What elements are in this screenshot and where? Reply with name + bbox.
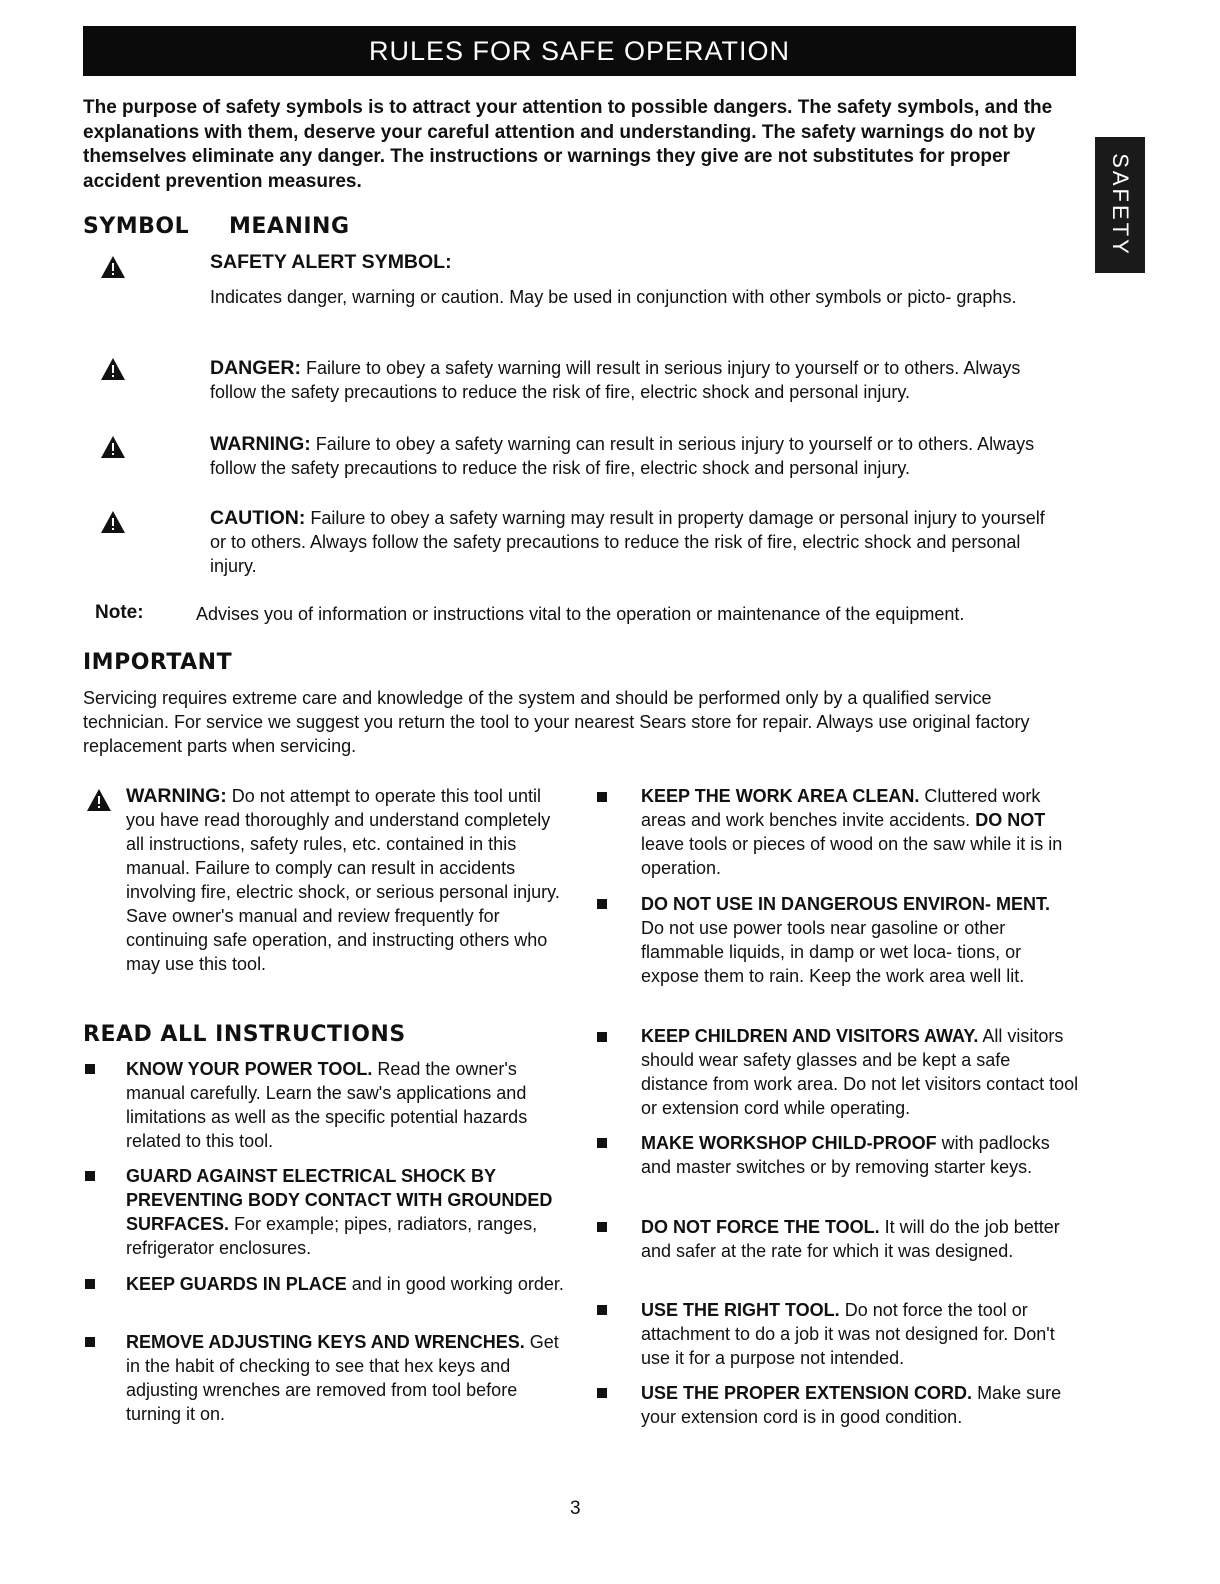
list-item-text: Make sure your extension cord is in good condition. <box>641 1383 1062 1427</box>
symbol-heading: SYMBOL <box>83 214 190 239</box>
page-title-banner <box>83 26 1076 76</box>
important-text: Servicing requires extreme care and knowledge of the system and should be performed only by a qualified service technician. For service we suggest you return the tool to your nearest Sears store for repair. Always use original factory replacement parts when servicing. <box>83 688 1030 756</box>
list-item-bold: DO NOT FORCE THE TOOL. <box>641 1217 880 1237</box>
bullet-icon <box>597 1388 607 1398</box>
list-item-bold: KEEP THE WORK AREA CLEAN. <box>641 786 920 806</box>
list-item-bold: DO NOT USE IN DANGEROUS ENVIRON- MENT. <box>641 894 1051 914</box>
note-label: Note: <box>95 602 144 623</box>
page-number: 3 <box>570 1498 581 1519</box>
bullet-icon <box>597 1138 607 1148</box>
bullet-icon <box>597 1222 607 1232</box>
list-item <box>641 1131 1081 1179</box>
bullet-icon <box>85 1337 95 1347</box>
bullet-icon <box>597 1305 607 1315</box>
danger-label: DANGER: <box>210 357 301 379</box>
bullet-icon <box>85 1171 95 1181</box>
list-item-bold: USE THE RIGHT TOOL. <box>641 1300 840 1320</box>
list-item-text: leave tools or pieces of wood on the saw while it is in operation. <box>641 834 1063 878</box>
list-item-bold: MAKE WORKSHOP CHILD-PROOF <box>641 1133 937 1153</box>
list-item-text: and in good working order. <box>346 1274 564 1294</box>
caution-text: Failure to obey a safety warning may result in property damage or personal injury to yourself or to others. Always follow the safety precautions to reduce the risk of fire, electric shock and personal injury. <box>210 508 1045 576</box>
list-item-text: with padlocks and master switches or by removing starter keys. <box>641 1133 1050 1177</box>
list-item-text: Cluttered work areas and work benches invite accidents. <box>641 786 1041 830</box>
danger-text: Failure to obey a safety warning will result in serious injury to yourself or to others. Always follow the safety precautions to reduce the risk of fire, electric shock and personal injury. <box>210 358 1021 402</box>
list-item-bold: USE THE PROPER EXTENSION CORD. <box>641 1383 973 1403</box>
warning-triangle-icon <box>101 358 125 380</box>
list-item <box>641 1381 1081 1429</box>
safety-alert-title: SAFETY ALERT SYMBOL: <box>210 251 452 273</box>
list-item <box>126 1164 566 1260</box>
list-item <box>641 892 1071 988</box>
list-item-text: Do not use power tools near gasoline or other flammable liquids, in damp or wet loca- tions, or expose them to rain. Keep the work area well lit. <box>641 918 1025 986</box>
list-item-bold: KEEP CHILDREN AND VISITORS AWAY. <box>641 1026 979 1046</box>
warning-block <box>126 784 566 976</box>
list-item <box>641 1298 1081 1370</box>
warning-label: WARNING: <box>210 433 311 455</box>
page-title: RULES FOR SAFE OPERATION <box>368 36 791 66</box>
bullet-icon <box>85 1064 95 1074</box>
intro-paragraph: The purpose of safety symbols is to attract your attention to possible dangers. The safety symbols, and the explanations with them, deserve your careful attention and understanding. The safety warnings do not by themselves eliminate any danger. The instructions or warnings they give are not substitutes for proper accident prevention measures. <box>83 97 1053 192</box>
list-item-text: For example; pipes, radiators, ranges, refrigerator enclosures. <box>126 1214 538 1258</box>
bullet-icon <box>597 1032 607 1042</box>
list-item-text: Do not force the tool or attachment to do a job it was not designed for. Don't use it for a purpose not intended. <box>641 1300 1055 1368</box>
warning-entry <box>210 432 1060 480</box>
list-item-bold: KEEP GUARDS IN PLACE <box>126 1274 347 1294</box>
warning-block-label: WARNING: <box>126 785 227 807</box>
list-item-text: All visitors should wear safety glasses and be kept a safe distance from work area. Do not let visitors contact tool or extension cord while operating. <box>641 1026 1079 1118</box>
list-item <box>641 1215 1061 1263</box>
warning-triangle-icon <box>101 511 125 533</box>
safety-alert-text: Indicates danger, warning or caution. May be used in conjunction with other symbols or picto- graphs. <box>210 287 1017 307</box>
bullet-icon <box>597 792 607 802</box>
list-item-text: Read the owner's manual carefully. Learn the saw's applications and limitations as well as the specific potential hazards related to this tool. <box>126 1059 528 1151</box>
read-all-heading: READ ALL INSTRUCTIONS <box>83 1022 406 1047</box>
warning-triangle-icon <box>101 436 125 458</box>
warning-block-text: Do not attempt to operate this tool until you have read thoroughly and understand completely all instructions, safety rules, etc. contained in this manual. Failure to comply can result in accidents involving fire, electric shock, or serious personal injury. Save owner's manual and review frequently for continuing safe operation, and instructing others who may use this tool. <box>126 786 560 974</box>
warning-text: Failure to obey a safety warning can result in serious injury to yourself or to others. Always follow the safety precautions to reduce the risk of fire, electric shock and personal injury. <box>210 434 1035 478</box>
important-heading: IMPORTANT <box>83 650 233 675</box>
warning-triangle-icon <box>101 256 125 278</box>
list-item <box>126 1057 566 1153</box>
list-item-text: It will do the job better and safer at the rate for which it was designed. <box>641 1217 1060 1261</box>
list-item <box>641 784 1081 880</box>
list-item-bold: GUARD AGAINST ELECTRICAL SHOCK BY PREVENTING BODY CONTACT WITH GROUNDED SURFACES. <box>126 1166 553 1234</box>
list-item <box>126 1272 566 1296</box>
list-item-bold: REMOVE ADJUSTING KEYS AND WRENCHES. <box>126 1332 525 1352</box>
bullet-icon <box>85 1279 95 1289</box>
list-item <box>641 1024 1081 1120</box>
caution-label: CAUTION: <box>210 507 306 529</box>
danger-entry <box>210 356 1060 404</box>
list-item-bold: DO NOT <box>975 810 1046 830</box>
list-item <box>126 1330 566 1426</box>
meaning-heading: MEANING <box>229 214 350 239</box>
list-item-text: Get in the habit of checking to see that hex keys and adjusting wrenches are removed from tool before turning it on. <box>126 1332 559 1424</box>
bullet-icon <box>597 899 607 909</box>
side-tab-label: SAFETY <box>1108 153 1133 257</box>
warning-triangle-icon <box>87 789 111 811</box>
side-tab-safety <box>1095 137 1145 273</box>
caution-entry <box>210 506 1060 578</box>
list-item-bold: KNOW YOUR POWER TOOL. <box>126 1059 373 1079</box>
note-text: Advises you of information or instructions vital to the operation or maintenance of the equipment. <box>196 604 965 624</box>
